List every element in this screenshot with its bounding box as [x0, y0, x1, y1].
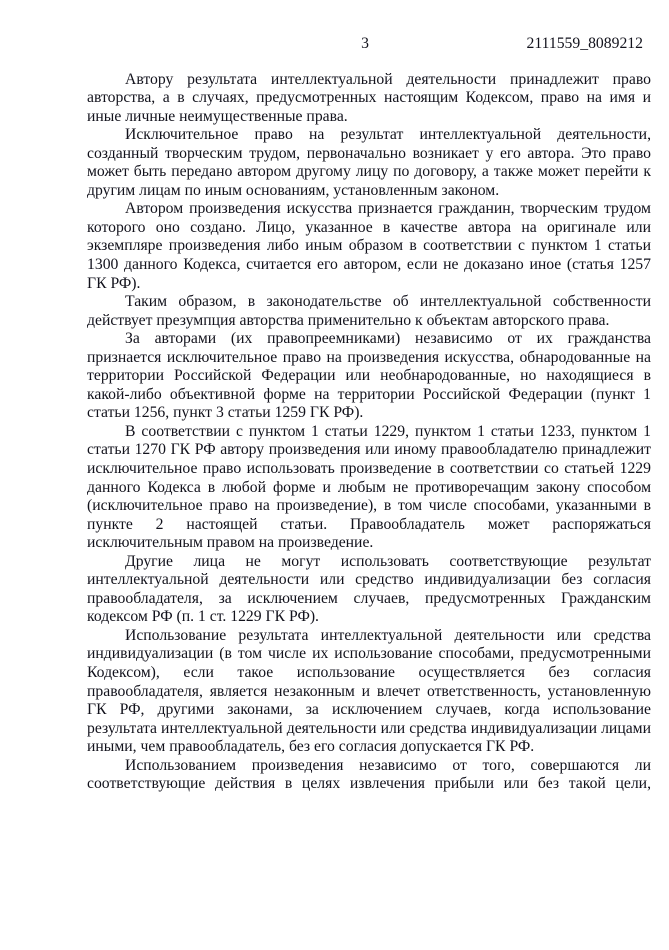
- paragraph: Использованием произведения независимо от того, совершаются ли соответствующие действия в целях извлечения прибыли или без такой цели,: [87, 756, 651, 793]
- paragraph: Использование результата интеллектуальной деятельности или средства индивидуализации (в том числе их использование способами, предусмотренными Кодексом), если такое использование осуществляется без согласия правообладателя, является незаконным и влечет ответственность, установленную ГК РФ, другими законами, за исключением случаев, когда использование результата интеллектуальной деятельности или средства индивидуализации лицами иными, чем правообладатель, без его согласия допускается ГК РФ.: [87, 626, 651, 756]
- document-body: [87, 71, 651, 794]
- page-number: 3: [361, 35, 369, 52]
- paragraph: Автором произведения искусства признается гражданин, творческим трудом которого оно создано. Лицо, указанное в качестве автора на оригинале или экземпляре произведения либо иным образом в соответствии с пунктом 1 статьи 1300 данного Кодекса, считается его автором, если не доказано иное (статья 1257 ГК РФ).: [87, 200, 651, 292]
- page-header: [0, 0, 669, 54]
- paragraph: Исключительное право на результат интеллектуальной деятельности, созданный творческим трудом, первоначально возникает у его автора. Это право может быть передано автором другому лицу по договору, а также может перейти к другим лицам по иным основаниям, установленным законом.: [87, 126, 651, 199]
- paragraph: Автору результата интеллектуальной деятельности принадлежит право авторства, а в случаях, предусмотренных настоящим Кодексом, право на имя и иные личные неимущественные права.: [87, 70, 651, 125]
- paragraph: За авторами (их правопреемниками) независимо от их гражданства признается исключительное право на произведения искусства, обнародованные на территории Российской Федерации или необнародованные, но находящиеся в какой-либо объективной форме на территории Российской Федерации (пункт 1 статьи 1256, пункт 3 статьи 1259 ГК РФ).: [87, 330, 651, 422]
- document-id: 2111559_8089212: [526, 35, 643, 52]
- paragraph: Другие лица не могут использовать соответствующие результат интеллектуальной деятельности или средство индивидуализации без согласия правообладателя, за исключением случаев, предусмотренных Гражданским кодексом РФ (п. 1 ст. 1229 ГК РФ).: [87, 552, 651, 626]
- paragraph: В соответствии с пунктом 1 статьи 1229, пунктом 1 статьи 1233, пунктом 1 статьи 1270 ГК РФ автору произведения или иному правообладателю принадлежит исключительное право использовать произведение в соответствии со статьей 1229 данного Кодекса в любой форме и любым не противоречащим закону способом (исключительное право на произведение), в том числе способами, указанными в пункте 2 настоящей статьи. Правообладатель может распоряжаться исключительным правом на произведение.: [87, 422, 651, 552]
- paragraph: Таким образом, в законодательстве об интеллектуальной собственности действует презумпция авторства применительно к объектам авторского права.: [87, 293, 651, 329]
